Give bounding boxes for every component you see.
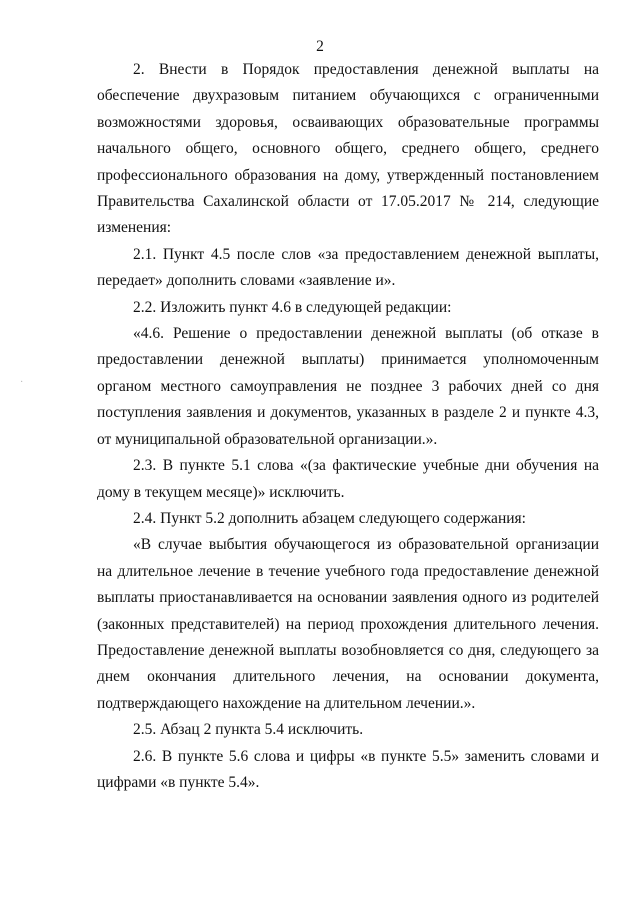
paragraph-item-2-4: 2.4. Пункт 5.2 дополнить абзацем следующего содержания: <box>133 509 526 527</box>
paragraph-item-2: 2. Внести в Порядок предоставления денежной выплаты на обеспечение двухразовым питанием обучающихся с ограниченными возможностями здоровья, осваивающих образовательные программы начального общего, основного общего, среднего общего, среднего профессионального образования на дому, утвержденный постановлением Правительства Сахалинской области от 17.05.2017 № 214, следующие изменения: <box>97 61 599 237</box>
scan-artifact: · <box>20 377 24 388</box>
document-body <box>97 57 599 796</box>
paragraph-item-2-5: 2.5. Абзац 2 пункта 5.4 исключить. <box>133 721 364 739</box>
paragraph-item-2-3: 2.3. В пункте 5.1 слова «(за фактические учебные дни обучения на дому в текущем месяце)» исключить. <box>97 457 599 501</box>
page-number: 2 <box>316 38 324 55</box>
paragraph-quote-4-6: «4.6. Решение о предоставлении денежной выплаты (об отказе в предоставлении денежной выплаты) принимается уполномоченным органом местного самоуправления не позднее 3 рабочих дней со дня поступления заявления и документов, указанных в разделе 2 и пункте 4.3, от муниципальной образовательной организации.». <box>97 325 599 448</box>
paragraph-item-2-1: 2.1. Пункт 4.5 после слов «за предоставлением денежной выплаты, передает» дополнить словами «заявление и». <box>97 245 599 290</box>
paragraph-quote-5-2: «В случае выбытия обучающегося из образовательной организации на длительное лечение в течение учебного года предоставление денежной выплаты приостанавливается на основании заявления одного из родителей (законных представителей) на период прохождения длительного лечения. Предоставление денежной выплаты возобновляется со дня, следующего за днем окончания длительного лечения, на основании документа, подтверждающего нахождение на длительном лечении.». <box>97 536 599 712</box>
paragraph-item-2-6: 2.6. В пункте 5.6 слова и цифры «в пункте 5.5» заменить словами и цифрами «в пункте 5.4». <box>97 747 599 791</box>
paragraph-item-2-2: 2.2. Изложить пункт 4.6 в следующей редакции: <box>133 298 452 316</box>
